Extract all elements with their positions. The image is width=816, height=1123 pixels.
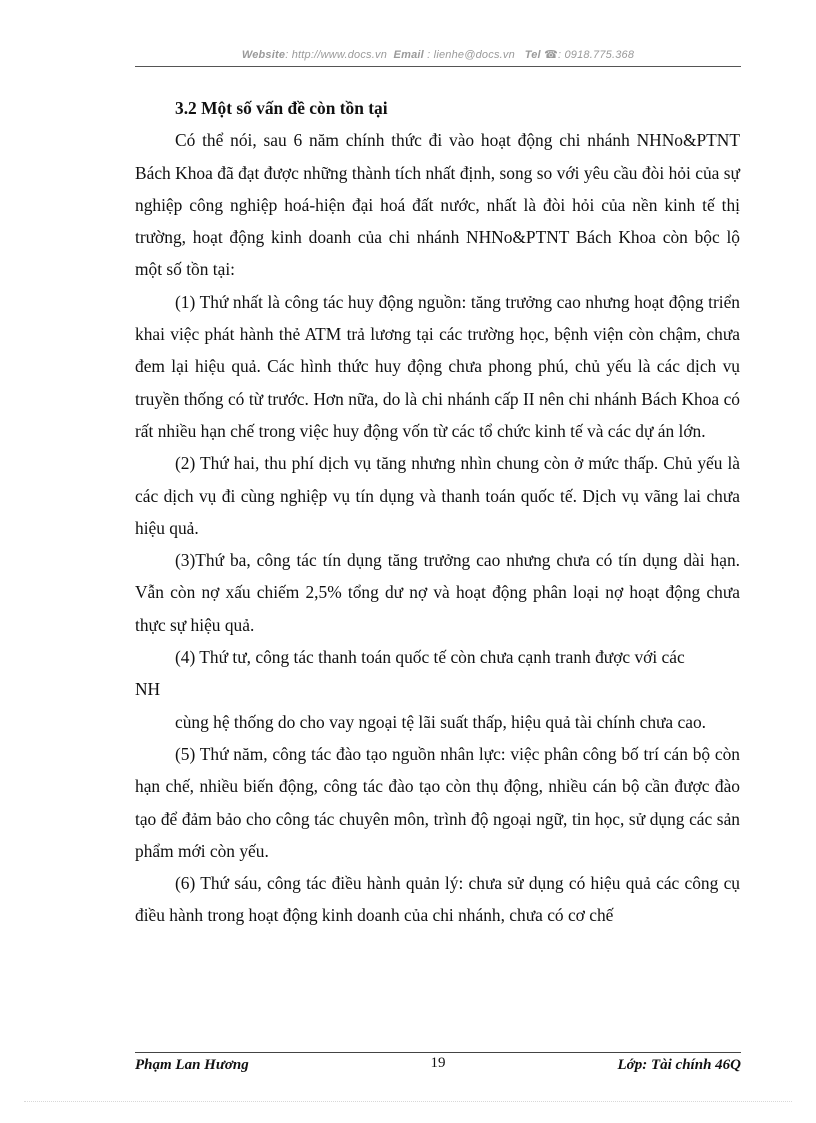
footer-author: Phạm Lan Hương xyxy=(135,1057,249,1073)
page-footer xyxy=(135,1055,741,1077)
website-value: : http://www.docs.vn xyxy=(285,49,388,61)
tel-value: : 0918.775.368 xyxy=(557,49,635,61)
header-divider xyxy=(135,66,741,67)
paragraph-item-1: (1) Thứ nhất là công tác huy động nguồn: tăng trưởng cao nhưng hoạt động triển khai việc phát hành thẻ ATM trả lương tại các trường học, bệnh viện còn chậm, chưa đem lại hiệu quả. Các hình thức huy động chưa phong phú, chủ yếu là các dịch vụ truyền thống có từ trước. Hơn nữa, do là chi nhánh cấp II nên chi nhánh Bách Khoa có rất nhiều hạn chế trong việc huy động vốn từ các tổ chức kinh tế và các dự án lớn. xyxy=(135,291,740,441)
website-label: Website xyxy=(241,49,286,61)
footer-class: Lớp: Tài chính 46Q xyxy=(617,1057,741,1073)
email-value: : lienhe@docs.vn xyxy=(427,49,515,61)
paragraph-item-2: (2) Thứ hai, thu phí dịch vụ tăng nhưng nhìn chung còn ở mức thấp. Chủ yếu là các dịch vụ đi cùng nghiệp vụ tín dụng và thanh toán quốc tế. Dịch vụ vãng lai chưa hiệu quả. xyxy=(135,453,740,538)
footer-divider xyxy=(135,1052,741,1053)
paragraph-item-4-continued: cùng hệ thống do cho vay ngoại tệ lãi suất thấp, hiệu quả tài chính chưa cao. xyxy=(175,711,706,732)
paragraph-item-4: (4) Thứ tư, công tác thanh toán quốc tế còn chưa cạnh tranh được với các xyxy=(175,647,685,668)
page-header xyxy=(135,48,741,66)
paragraph-item-5: (5) Thứ năm, công tác đào tạo nguồn nhân lực: việc phân công bố trí cán bộ còn hạn chế, nhiều biến động, công tác đào tạo còn thụ động, nhiều cán bộ cần được đào tạo để đảm bảo cho công tác chuyên môn, trình độ ngoại ngữ, tin học, sử dụng các sản phẩm mới còn yếu. xyxy=(135,743,740,861)
document-body xyxy=(135,92,740,932)
paragraph-item-3: (3)Thứ ba, công tác tín dụng tăng trưởng cao nhưng chưa có tín dụng dài hạn. Vẫn còn nợ xấu chiếm 2,5% tổng dư nợ và hoạt động phân loại nợ hoạt động chưa thực sự hiệu quả. xyxy=(135,550,740,635)
email-label: Email xyxy=(393,49,424,61)
page-number: 19 xyxy=(430,1055,446,1071)
page-bottom-border xyxy=(24,1101,792,1102)
paragraph-item-6: (6) Thứ sáu, công tác điều hành quản lý: chưa sử dụng có hiệu quả các công cụ điều hành trong hoạt động kinh doanh của chi nhánh, chưa có cơ chế xyxy=(135,873,740,926)
paragraph-item-4-nh: NH xyxy=(135,679,161,700)
phone-icon: ☎ xyxy=(544,49,558,61)
paragraph-intro: Có thể nói, sau 6 năm chính thức đi vào hoạt động chi nhánh NHNo&PTNT Bách Khoa đã đạt được những thành tích nhất định, song so với yêu cầu đòi hỏi của sự nghiệp công nghiệp hoá-hiện đại hoá đất nước, nhất là đòi hỏi của nền kinh tế thị trường, hoạt động kinh doanh của chi nhánh NHNo&PTNT Bách Khoa còn bộc lộ một số tồn tại: xyxy=(135,130,740,280)
section-heading: 3.2 Một số vấn đề còn tồn tại xyxy=(175,98,388,118)
tel-label: Tel xyxy=(524,49,541,61)
